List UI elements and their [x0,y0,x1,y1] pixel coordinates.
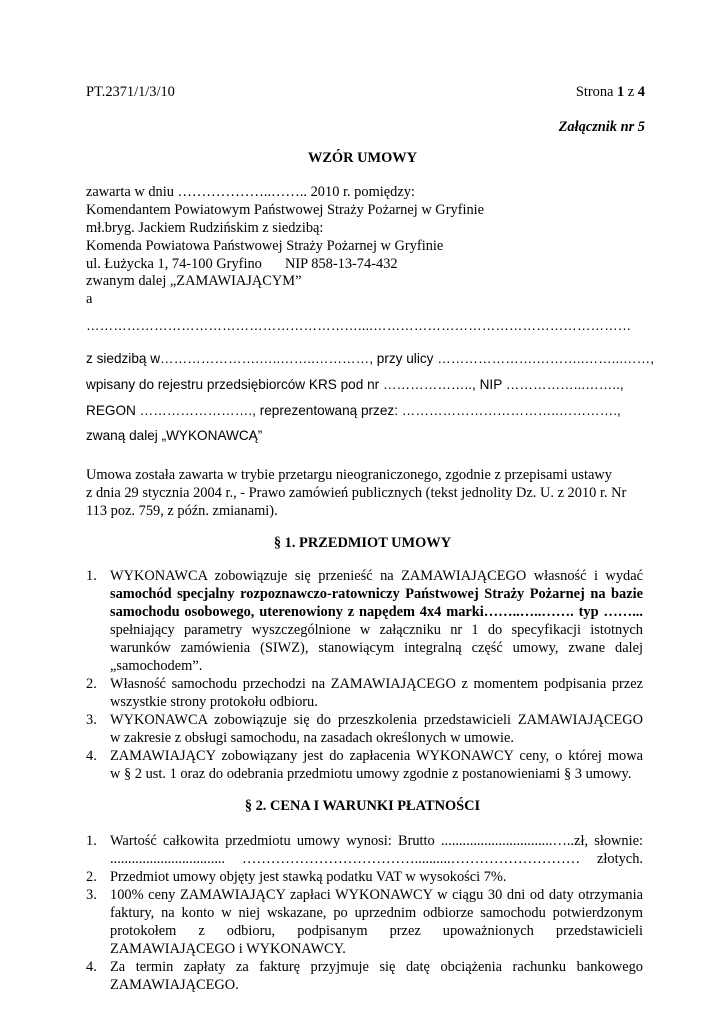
commander-line: Komendantem Powiatowym Państwowej Straży Pożarnej w Gryfinie [86,202,485,218]
s1-item-4-line-2: w § 2 ust. 1 oraz do odebrania przedmiotu umowy zgodnie z postanowieniami § 3 umowy. [110,766,632,782]
s1-item-2-line-1: Własność samochodu przechodzi na ZAMAWIAJĄCEGO z momentem podpisania przez [110,676,643,692]
client-alias-line: zwanym dalej „ZAMAWIAJĄCYM” [86,273,302,289]
contractor-krs-field: wpisany do rejestru przedsiębiorców KRS pod nr ……………….., NIP ……………...…….., [86,377,624,392]
s2-item-3-number: 3. [86,887,97,903]
page-prefix: Strona [575,84,617,100]
contractor-seat-field: z siedzibą w………………….…..……..…………, przy ulicy ………………….………..……...……, [86,351,654,366]
s1-item-4-line-1: ZAMAWIAJĄCY zobowiązany jest do zapłacenia WYKONAWCY ceny, o której mowa [110,748,643,764]
address-line: ul. Łużycka 1, 74-100 Gryfino [86,256,262,272]
intro-line-3: 113 poz. 759, z późn. zmianami). [86,503,278,519]
s1-item-1-line-6: „samochodem”. [110,658,203,674]
conjunction-a: a [86,291,93,307]
s2-item-4-line-2: ZAMAWIAJĄCEGO. [110,977,239,993]
s1-item-3-line-2: w zakresie z obsługi samochodu, na zasadach określonych w umowie. [110,730,515,746]
page-current: 1 [617,84,625,100]
s2-item-1-line-2: ................................ ………………………………..........……………………… złotych. [110,851,643,867]
page-total: 4 [637,84,645,100]
attachment-label: Załącznik nr 5 [558,119,645,135]
s2-item-1-line-1: Wartość całkowita przedmiotu umowy wynosi: Brutto ...............................…..zł, słownie: [110,833,643,849]
s1-item-3-line-1: WYKONAWCA zobowiązuje się do przeszkolenia przedstawicieli ZAMAWIAJĄCEGO [110,712,643,728]
s1-item-3-number: 3. [86,712,97,728]
s1-item-1-line-5: warunków zamówienia (SIWZ), stanowiącym integralną część umowy, zwane dalej [110,640,643,656]
intro-line-2: z dnia 29 stycznia 2004 r., - Prawo zamówień publicznych (tekst jednolity Dz. U. z 2010 r. Nr [86,485,627,501]
s2-item-4-number: 4. [86,959,97,975]
s1-item-2-number: 2. [86,676,97,692]
document-title: WZÓR UMOWY [307,150,418,166]
page-number [576,84,645,101]
s2-item-1-number: 1. [86,833,97,849]
page-separator: z [624,84,638,100]
nip-line: NIP 858-13-74-432 [285,256,398,272]
section-2-heading: § 2. CENA I WARUNKI PŁATNOŚCI [244,798,481,814]
s2-item-4-line-1: Za termin zapłaty za fakturę przyjmuje się datę obciążenia rachunku bankowego [110,959,643,975]
document-reference: PT.2371/1/3/10 [86,84,175,100]
contractor-alias-line: zwaną dalej „WYKONAWCĄ” [86,428,263,443]
contractor-regon-field: REGON ……………………., reprezentowaną przez: ……………………………..…………., [86,403,621,418]
representative-line: mł.bryg. Jackiem Rudzińskim z siedzibą: [86,220,324,236]
contract-date-line: zawarta w dniu ………………..…….. 2010 r. pomiędzy: [86,184,415,200]
intro-line-1: Umowa została zawarta w trybie przetargu nieograniczonego, zgodnie z przepisami ustawy [86,467,612,483]
s1-item-1-number: 1. [86,568,97,584]
s1-item-1-line-2: samochód specjalny rozpoznawczo-ratowniczy Państwowej Straży Pożarnej na bazie [110,586,643,602]
s2-item-2-number: 2. [86,869,97,885]
contractor-name-field: ……………………………………………………....………………………………………………… [86,318,632,333]
s1-item-1-line-1: WYKONAWCA zobowiązuje się przenieść na ZAMAWIAJĄCEGO własność i wydać [110,568,643,584]
s2-item-3-line-2: faktury, na konto w niej wskazane, po uprzednim odbiorze samochodu potwierdzonym [110,905,643,921]
s1-item-4-number: 4. [86,748,97,764]
s2-item-2-line-1: Przedmiot umowy objęty jest stawką podatku VAT w wysokości 7%. [110,869,507,885]
section-1-heading: § 1. PRZEDMIOT UMOWY [273,535,452,551]
s1-item-2-line-2: wszystkie strony protokołu odbioru. [110,694,318,710]
s1-item-1-line-3: samochodu osobowego, uterenowiony z napędem 4x4 marki……..…..……. typ ……... [110,604,643,620]
s2-item-3-line-4: ZAMAWIAJĄCEGO i WYKONAWCY. [110,941,346,957]
s2-item-3-line-3: protokołem z odbioru, podpisanym przez upoważnionych przedstawicieli [110,923,643,939]
headquarters-line: Komenda Powiatowa Państwowej Straży Pożarnej w Gryfinie [86,238,444,254]
s2-item-3-line-1: 100% ceny ZAMAWIAJĄCY zapłaci WYKONAWCY w ciągu 30 dni od daty otrzymania [110,887,643,903]
s1-item-1-line-4: spełniający parametry wyszczególnione w załączniku nr 1 do specyfikacji istotnych [110,622,643,638]
